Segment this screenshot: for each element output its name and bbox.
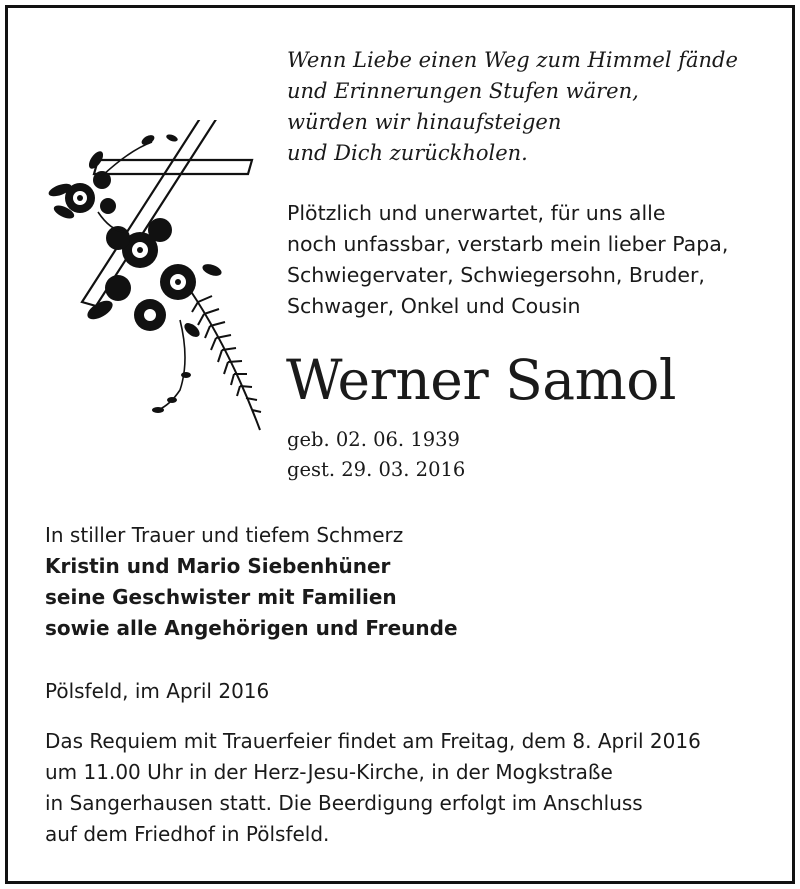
verse-line: Wenn Liebe einen Weg zum Himmel fände	[287, 48, 738, 72]
requiem-line: um 11.00 Uhr in der Herz-Jesu-Kirche, in der Mogkstraße	[45, 760, 613, 784]
death-announcement	[287, 198, 728, 322]
requiem-info	[45, 726, 701, 850]
requiem-line: Das Requiem mit Trauerfeier findet am Freitag, dem 8. April 2016	[45, 729, 701, 753]
requiem-line: auf dem Friedhof in Pölsfeld.	[45, 822, 330, 846]
place-and-date: Pölsfeld, im April 2016	[45, 679, 270, 703]
mourner-name: Kristin und Mario Siebenhüner	[45, 554, 391, 578]
announcement-line: Plötzlich und unerwartet, für uns alle	[287, 201, 666, 225]
announcement-line: Schwager, Onkel und Cousin	[287, 294, 581, 318]
announcement-line: Schwiegervater, Schwiegersohn, Bruder,	[287, 263, 705, 287]
announcement-line: noch unfassbar, verstarb mein lieber Papa,	[287, 232, 729, 256]
verse-line: würden wir hinaufsteigen	[287, 110, 562, 134]
mourner-name: sowie alle Angehörigen und Freunde	[45, 616, 458, 640]
deceased-name: Werner Samol	[286, 348, 676, 412]
verse-line: und Dich zurückholen.	[287, 141, 528, 165]
requiem-line: in Sangerhausen statt. Die Beerdigung erfolgt im Anschluss	[45, 791, 643, 815]
memorial-verse	[287, 45, 738, 169]
life-dates	[287, 425, 465, 485]
mourner-name: seine Geschwister mit Familien	[45, 585, 397, 609]
death-date: gest. 29. 03. 2016	[287, 458, 466, 481]
birth-date: geb. 02. 06. 1939	[287, 428, 460, 451]
verse-line: und Erinnerungen Stufen wären,	[287, 79, 639, 103]
mourners-block	[45, 520, 458, 644]
mourners-intro: In stiller Trauer und tiefem Schmerz	[45, 523, 404, 547]
cross-with-roses-icon	[40, 120, 270, 440]
